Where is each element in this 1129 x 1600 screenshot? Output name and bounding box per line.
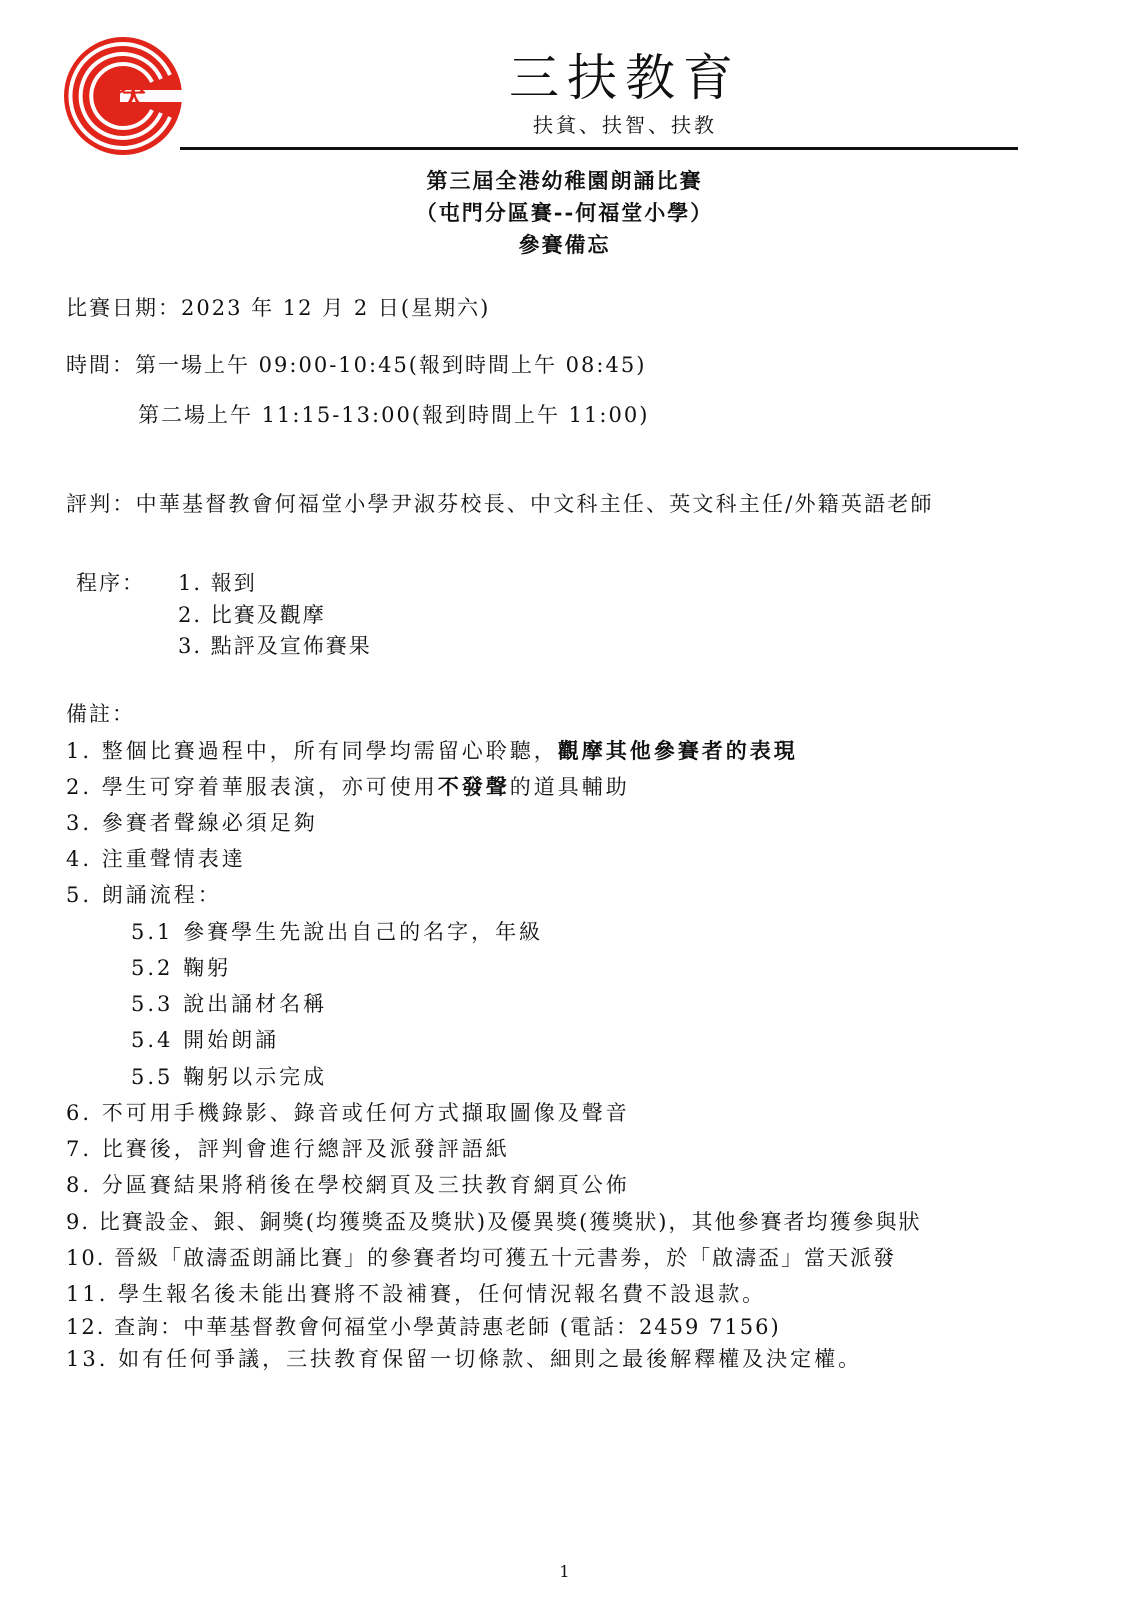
note-11: 11. 學生報名後未能出賽將不設補賽，任何情況報名費不設退款。 <box>66 1282 767 1306</box>
note-2-text: 2. 學生可穿着華服表演，亦可使用 <box>66 775 438 799</box>
session-time-1: 時間：第一場上午 09:00-10:45(報到時間上午 08:45) <box>66 353 647 377</box>
note-13: 13. 如有任何爭議，三扶教育保留一切條款、細則之最後解釋權及決定權。 <box>66 1347 863 1371</box>
organization-name: 三扶教育 <box>509 49 741 107</box>
notes-label: 備註： <box>66 702 135 726</box>
logo-character: 扶 <box>109 74 147 115</box>
procedure-item: 3. 點評及宣佈賽果 <box>178 634 372 658</box>
note-12: 12. 查詢：中華基督教會何福堂小學黃詩惠老師 (電話：2459 7156) <box>66 1315 781 1339</box>
note-2-emphasis: 不發聲 <box>437 774 510 799</box>
procedure-label: 程序： <box>76 571 145 595</box>
recitation-step: 5.5 鞠躬以示完成 <box>131 1065 328 1089</box>
recitation-step: 5.1 參賽學生先說出自己的名字，年級 <box>131 920 544 944</box>
note-8: 8. 分區賽結果將稍後在學校網頁及三扶教育網頁公佈 <box>66 1173 630 1197</box>
note-2-text-end: 的道具輔助 <box>509 775 630 799</box>
header-divider <box>180 147 1018 150</box>
organization-slogan: 扶貧、扶智、扶教 <box>533 113 717 137</box>
document-subtitle: （屯門分區賽--何福堂小學） <box>415 200 714 225</box>
procedure-item: 2. 比賽及觀摩 <box>178 603 326 627</box>
org-logo <box>62 35 184 157</box>
note-3: 3. 參賽者聲線必須足夠 <box>66 811 318 835</box>
procedure-item: 1. 報到 <box>178 571 257 595</box>
recitation-step: 5.4 開始朗誦 <box>131 1028 280 1052</box>
judges: 評判：中華基督教會何福堂小學尹淑芬校長、中文科主任、英文科主任/外籍英語老師 <box>66 492 934 516</box>
competition-date: 比賽日期：2023 年 12 月 2 日(星期六) <box>66 296 491 320</box>
note-9: 9. 比賽設金、銀、銅獎(均獲獎盃及獎狀)及優異獎(獲獎狀)，其他參賽者均獲參與狀 <box>66 1210 922 1234</box>
note-6: 6. 不可用手機錄影、錄音或任何方式擷取圖像及聲音 <box>66 1101 630 1125</box>
note-1-emphasis: 觀摩其他參賽者的表現 <box>557 738 798 763</box>
note-7: 7. 比賽後，評判會進行總評及派發評語紙 <box>66 1137 510 1161</box>
session-time-2: 第二場上午 11:15-13:00(報到時間上午 11:00) <box>138 403 650 427</box>
recitation-step: 5.2 鞠躬 <box>131 956 232 980</box>
note-1 <box>66 735 798 765</box>
note-2 <box>66 771 630 801</box>
note-5: 5. 朗誦流程： <box>66 883 222 907</box>
document-heading: 參賽備忘 <box>518 232 611 257</box>
document-title: 第三屆全港幼稚園朗誦比賽 <box>426 168 703 193</box>
note-10: 10. 晉級「啟濤盃朗誦比賽」的參賽者均可獲五十元書劵，於「啟濤盃」當天派發 <box>66 1246 897 1270</box>
recitation-step: 5.3 說出誦材名稱 <box>131 992 328 1016</box>
note-4: 4. 注重聲情表達 <box>66 847 246 871</box>
note-1-text: 1. 整個比賽過程中，所有同學均需留心聆聽， <box>66 739 558 763</box>
page-number: 1 <box>559 1562 570 1581</box>
